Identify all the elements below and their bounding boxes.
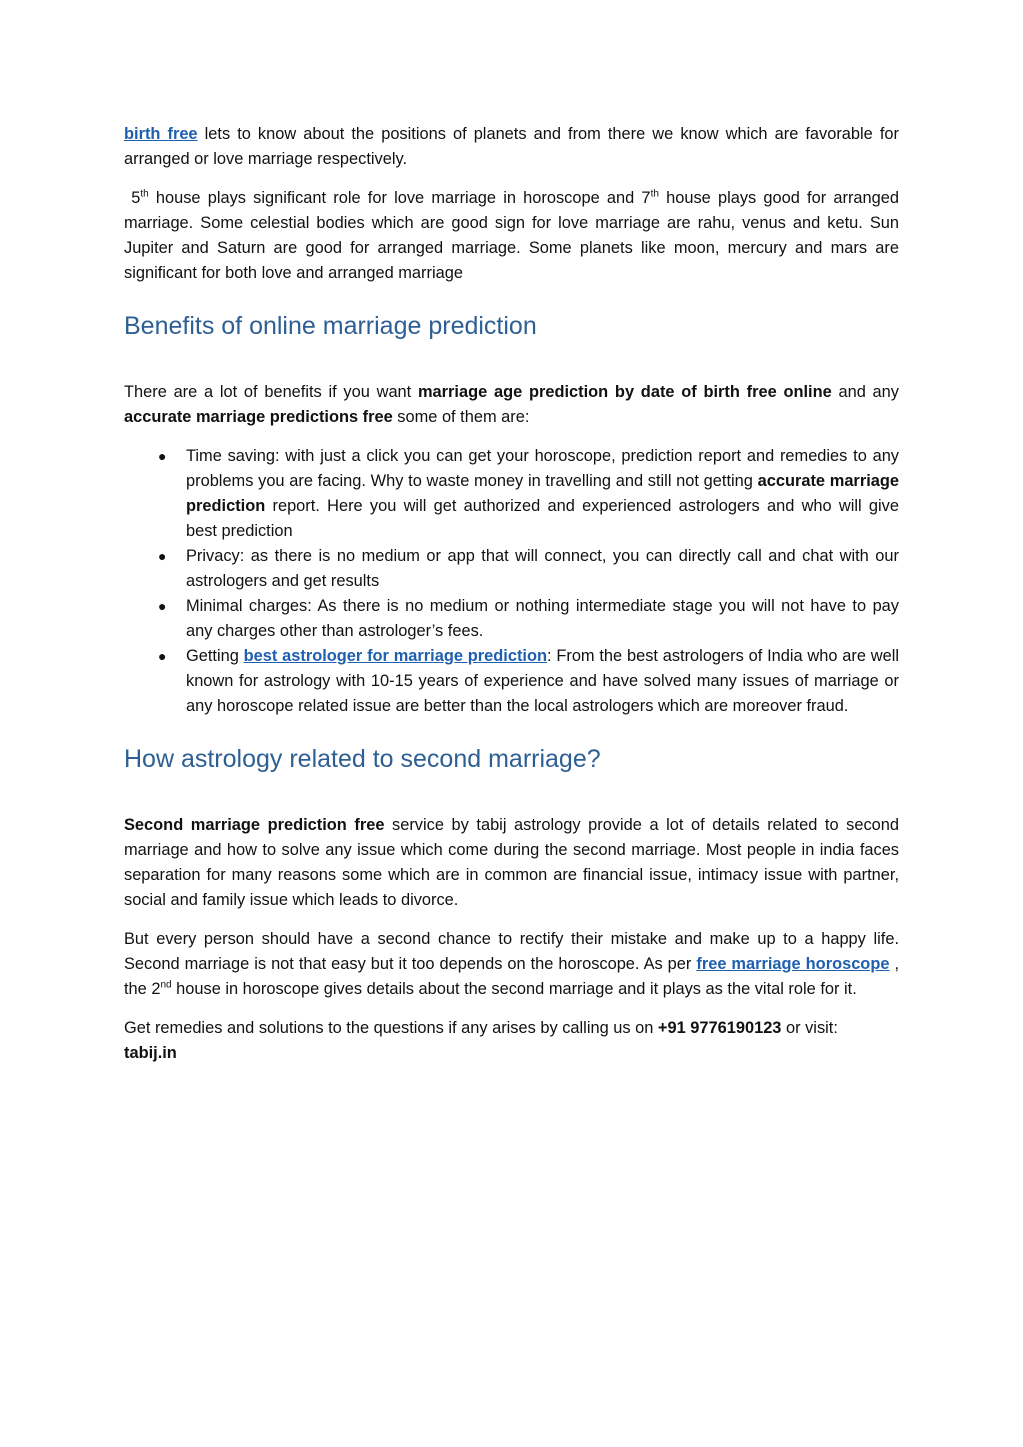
superscript-nd: nd	[160, 979, 172, 991]
list-item-text: report. Here you will get authorized and experienced astrologers and who will give best prediction	[186, 497, 899, 540]
second-marriage-bold: Second marriage prediction free	[124, 816, 385, 834]
intro-text: lets to know about the positions of planets and from there we know which are favorable for arranged or love marriage respectively.	[124, 125, 899, 168]
houses-text-rest: house plays good for arranged marriage. Some celestial bodies which are good sign for love marriage are rahu, venus and ketu. Sun Jupiter and Saturn are good for arranged marriage. Some planets like moon, mercury and mars are significant for both love and arranged marriage	[124, 189, 899, 282]
benefits-intro-bold-1: marriage age prediction by date of birth free online	[417, 383, 832, 401]
list-item-text: Privacy: as there is no medium or app that will connect, you can directly call and chat with our astrologers and get results	[186, 547, 899, 590]
benefits-intro-paragraph	[124, 380, 899, 430]
benefits-list	[124, 444, 899, 719]
benefits-intro-start: There are a lot of benefits if you want	[124, 383, 418, 401]
birth-free-link[interactable]: birth free	[124, 125, 198, 143]
section-heading-second-marriage: How astrology related to second marriage?	[124, 745, 601, 773]
list-item-privacy	[124, 544, 899, 594]
paragraph-text: But every person should have a second chance to rectify their mistake and make up to a happy life. Second marriage is not that easy but it too depends on the horoscope. As per	[124, 930, 899, 973]
list-item-bold: accurate marriage prediction	[186, 472, 899, 515]
contact-paragraph	[124, 1016, 899, 1066]
intro-paragraph	[124, 122, 899, 172]
paragraph-text: house in horoscope gives details about the second marriage and it plays as the vital role for it.	[171, 980, 857, 998]
best-astrologer-link[interactable]: best astrologer for marriage prediction	[243, 647, 547, 665]
second-marriage-paragraph-2	[124, 927, 899, 1002]
benefits-intro-end: some of them are:	[392, 408, 530, 426]
paragraph-text: , the 2	[124, 955, 899, 998]
list-item-minimal-charges	[124, 594, 899, 644]
superscript-th-2: th	[650, 188, 659, 200]
free-marriage-horoscope-link[interactable]: free marriage horoscope	[696, 955, 890, 973]
second-marriage-paragraph-1	[124, 813, 899, 913]
bullet-icon: ●	[158, 648, 167, 664]
second-marriage-text: service by tabij astrology provide a lot of details related to second marriage and how to solve any issue which come during the second marriage. Most people in india faces separation for many reasons some which are in common are financial issue, intimacy issue with partner, social and family issue which leads to divorce.	[124, 816, 899, 909]
bullet-icon: ●	[158, 448, 167, 464]
benefits-intro-bold-2: accurate marriage predictions free	[124, 408, 393, 426]
contact-text: or visit:	[781, 1019, 838, 1037]
houses-paragraph	[124, 186, 899, 286]
benefits-intro-mid: and any	[831, 383, 899, 401]
list-item-text: Minimal charges: As there is no medium or nothing intermediate stage you will not have to pay any charges other than astrologer’s fees.	[186, 597, 899, 640]
list-item-text: Getting	[186, 647, 244, 665]
website-name: tabij.in	[124, 1044, 177, 1062]
list-item-text: : From the best astrologers of India who are well known for astrology with 10-15 years of experience and have solved many issues of marriage or any horoscope related issue are better than the local astrologers which are moreover fraud.	[186, 647, 899, 715]
list-item-time-saving	[124, 444, 899, 544]
house-number-5: 5	[131, 189, 141, 207]
section-heading-benefits: Benefits of online marriage prediction	[124, 312, 537, 340]
houses-text-mid: house plays significant role for love marriage in horoscope and 7	[148, 189, 651, 207]
bullet-icon: ●	[158, 548, 167, 564]
bullet-icon: ●	[158, 598, 167, 614]
phone-number: +91 9776190123	[657, 1019, 782, 1037]
contact-text: Get remedies and solutions to the questions if any arises by calling us on	[124, 1019, 658, 1037]
list-item-best-astrologer	[124, 644, 899, 719]
document-page	[124, 122, 899, 1080]
list-item-text: Time saving: with just a click you can get your horoscope, prediction report and remedies to any problems you are facing. Why to waste money in travelling and still not getting	[186, 447, 899, 490]
superscript-th: th	[140, 188, 149, 200]
